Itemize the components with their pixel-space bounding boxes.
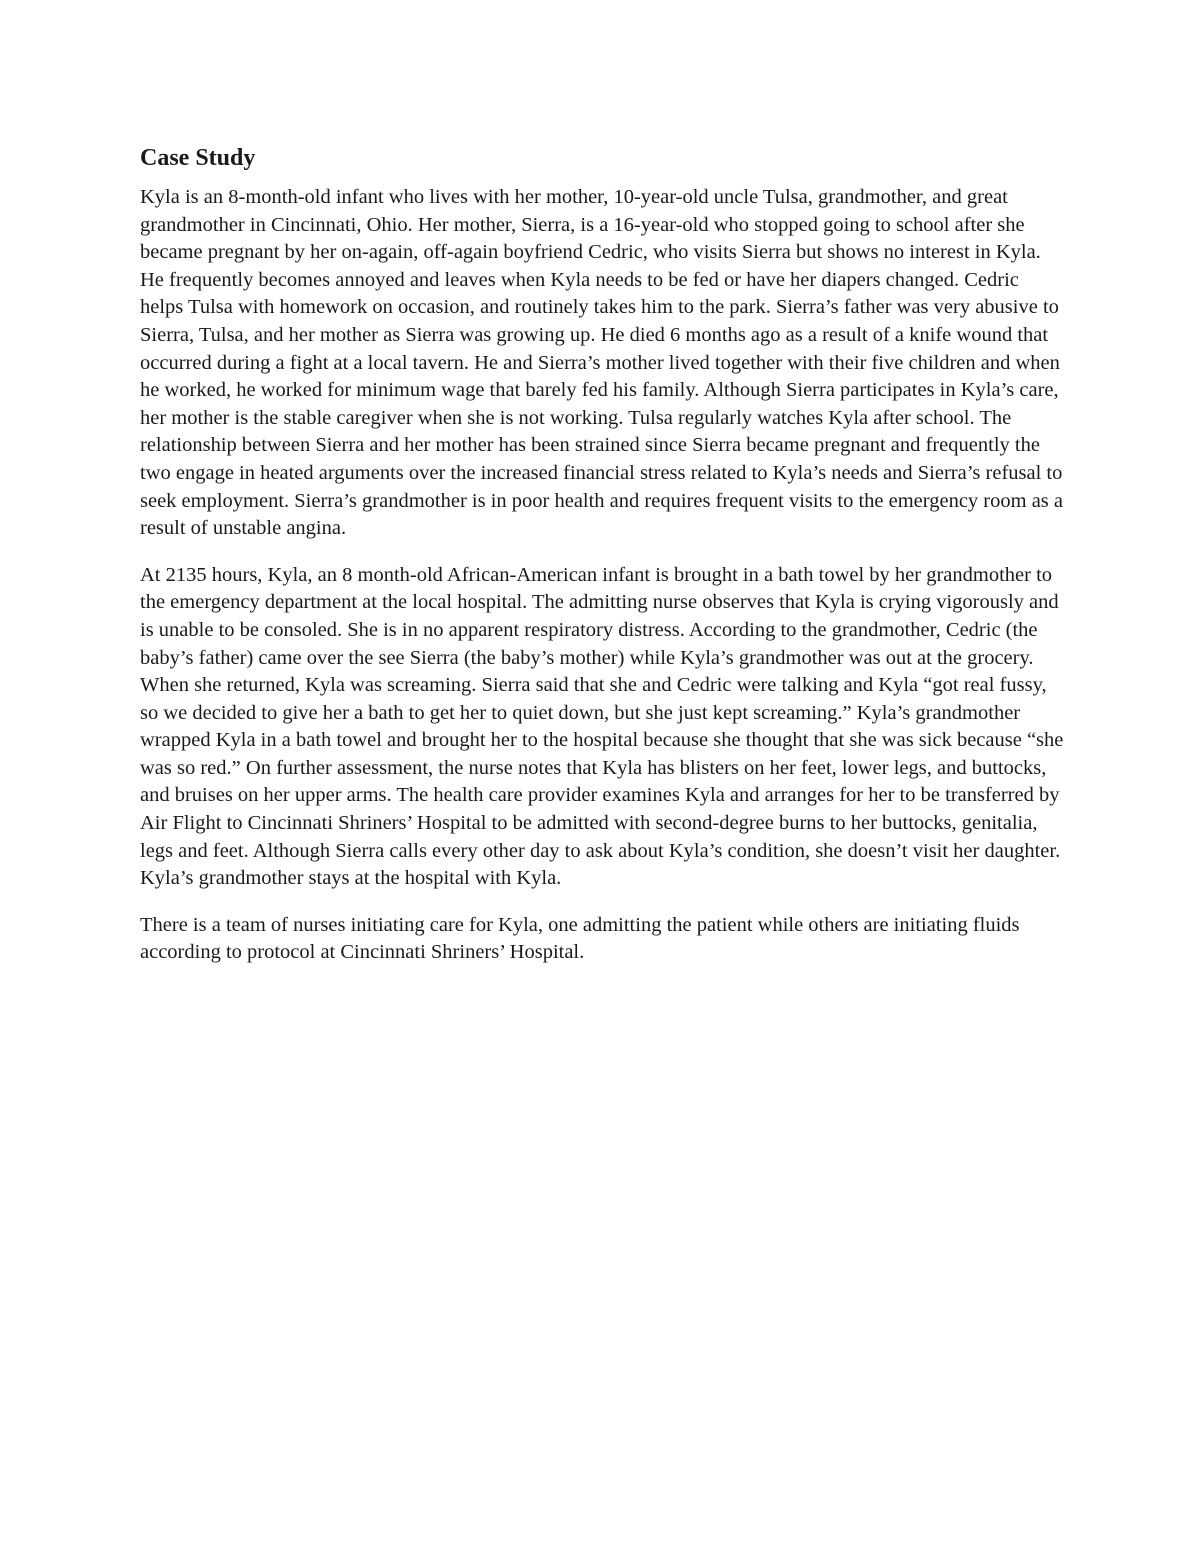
- page-title: Case Study: [140, 145, 256, 171]
- document-body: [140, 142, 1065, 986]
- paragraph-incident: At 2135 hours, Kyla, an 8 month-old African-American infant is brought in a bath towel by her grandmother to the emergency department at the local hospital. The admitting nurse observes that Kyla is crying vigorously and is unable to be consoled. She is in no apparent respiratory distress. According to the grandmother, Cedric (the baby’s father) came over the see Sierra (the baby’s mother) while Kyla’s grandmother was out at the grocery. When she returned, Kyla was screaming. Sierra said that she and Cedric were talking and Kyla “got real fussy, so we decided to give her a bath to get her to quiet down, but she just kept screaming.” Kyla’s grandmother wrapped Kyla in a bath towel and brought her to the hospital because she thought that she was sick because “she was so red.” On further assessment, the nurse notes that Kyla has blisters on her feet, lower legs, and buttocks, and bruises on her upper arms. The health care provider examines Kyla and arranges for her to be transferred by Air Flight to Cincinnati Shriners’ Hospital to be admitted with second-degree burns to her buttocks, genitalia, legs and feet. Although Sierra calls every other day to ask about Kyla’s condition, she doesn’t visit her daughter. Kyla’s grandmother stays at the hospital with Kyla.: [140, 563, 1064, 890]
- paragraph-care-team: There is a team of nurses initiating care for Kyla, one admitting the patient while others are initiating fluids according to protocol at Cincinnati Shriners’ Hospital.: [140, 913, 1020, 964]
- paragraph-background: Kyla is an 8-month-old infant who lives with her mother, 10-year-old uncle Tulsa, grandmother, and great grandmother in Cincinnati, Ohio. Her mother, Sierra, is a 16-year-old who stopped going to school after she became pregnant by her on-again, off-again boyfriend Cedric, who visits Sierra but shows no interest in Kyla. He frequently becomes annoyed and leaves when Kyla needs to be fed or have her diapers changed. Cedric helps Tulsa with homework on occasion, and routinely takes him to the park. Sierra’s father was very abusive to Sierra, Tulsa, and her mother as Sierra was growing up. He died 6 months ago as a result of a knife wound that occurred during a fight at a local tavern. He and Sierra’s mother lived together with their five children and when he worked, he worked for minimum wage that barely fed his family. Although Sierra participates in Kyla’s care, her mother is the stable caregiver when she is not working. Tulsa regularly watches Kyla after school. The relationship between Sierra and her mother has been strained since Sierra became pregnant and frequently the two engage in heated arguments over the increased financial stress related to Kyla’s needs and Sierra’s refusal to seek employment. Sierra’s grandmother is in poor health and requires frequent visits to the emergency room as a result of unstable angina.: [140, 186, 1064, 540]
